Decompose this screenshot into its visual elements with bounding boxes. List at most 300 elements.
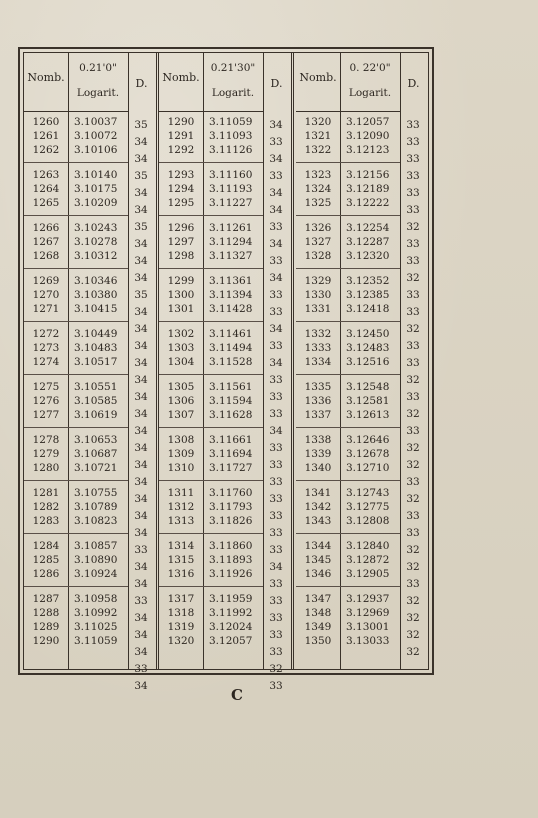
group-separator xyxy=(24,215,128,216)
difference-cell: 34 xyxy=(269,119,283,131)
difference-cell: 33 xyxy=(406,255,420,267)
difference-cell: 34 xyxy=(269,323,283,335)
logarit-cell: 3.12743 xyxy=(346,487,390,499)
nomb-cell: 1285 xyxy=(32,554,60,566)
logarit-cell: 3.10585 xyxy=(74,395,118,407)
difference-cell: 32 xyxy=(406,374,420,386)
nomb-cell: 1343 xyxy=(304,515,332,527)
difference-cell: 33 xyxy=(269,680,283,692)
nomb-cell: 1276 xyxy=(32,395,60,407)
logarit-cell: 3.12840 xyxy=(346,540,390,552)
nomb-cell: 1329 xyxy=(304,275,332,287)
group-separator xyxy=(159,427,263,428)
logarit-cell: 3.11860 xyxy=(209,540,253,552)
difference-cell: 34 xyxy=(134,578,148,590)
logarit-cell: 3.13001 xyxy=(346,621,390,633)
difference-cell: 34 xyxy=(269,153,283,165)
difference-cell: 33 xyxy=(269,136,283,148)
difference-cell: 33 xyxy=(406,136,420,148)
difference-cell: 33 xyxy=(269,527,283,539)
logarit-cell: 3.12385 xyxy=(346,289,390,301)
nomb-cell: 1303 xyxy=(167,342,195,354)
nomb-cell: 1274 xyxy=(32,356,60,368)
difference-cell: 34 xyxy=(269,272,283,284)
nomb-cell: 1307 xyxy=(167,409,195,421)
logarit-cell: 3.12905 xyxy=(346,568,390,580)
header-rule xyxy=(296,111,400,112)
logarit-cell: 3.12969 xyxy=(346,607,390,619)
logarit-cell: 3.11926 xyxy=(209,568,253,580)
difference-cell: 32 xyxy=(406,493,420,505)
difference-cell: 33 xyxy=(406,289,420,301)
nomb-cell: 1336 xyxy=(304,395,332,407)
logarit-cell: 3.10721 xyxy=(74,462,118,474)
logarit-cell: 3.10551 xyxy=(74,381,118,393)
logarit-cell: 3.10278 xyxy=(74,236,118,248)
group-separator xyxy=(159,533,263,534)
logarit-cell: 3.11992 xyxy=(209,607,253,619)
logarit-cell: 3.12189 xyxy=(346,183,390,195)
table-block-3 xyxy=(296,53,427,669)
group-separator xyxy=(24,533,128,534)
nomb-cell: 1280 xyxy=(32,462,60,474)
group-separator xyxy=(296,586,400,587)
difference-cell: 34 xyxy=(134,510,148,522)
logarit-cell: 3.11760 xyxy=(209,487,253,499)
group-separator xyxy=(159,480,263,481)
header-degree: 0. 22'0" xyxy=(349,62,391,74)
group-separator xyxy=(159,268,263,269)
nomb-cell: 1302 xyxy=(167,328,195,340)
nomb-cell: 1338 xyxy=(304,434,332,446)
nomb-cell: 1347 xyxy=(304,593,332,605)
column-rule xyxy=(263,53,264,669)
logarit-cell: 3.11093 xyxy=(209,130,253,142)
nomb-cell: 1346 xyxy=(304,568,332,580)
nomb-cell: 1323 xyxy=(304,169,332,181)
logarit-cell: 3.10175 xyxy=(74,183,118,195)
nomb-cell: 1260 xyxy=(32,116,60,128)
logarit-cell: 3.10755 xyxy=(74,487,118,499)
nomb-cell: 1345 xyxy=(304,554,332,566)
logarit-cell: 3.11694 xyxy=(209,448,253,460)
column-rule xyxy=(128,53,129,669)
logarit-cell: 3.12450 xyxy=(346,328,390,340)
difference-cell: 34 xyxy=(134,527,148,539)
nomb-cell: 1317 xyxy=(167,593,195,605)
difference-cell: 34 xyxy=(134,357,148,369)
logarit-cell: 3.10789 xyxy=(74,501,118,513)
logarit-cell: 3.10449 xyxy=(74,328,118,340)
logarit-cell: 3.10106 xyxy=(74,144,118,156)
logarit-cell: 3.12320 xyxy=(346,250,390,262)
nomb-cell: 1263 xyxy=(32,169,60,181)
logarit-cell: 3.12222 xyxy=(346,197,390,209)
nomb-cell: 1271 xyxy=(32,303,60,315)
nomb-cell: 1312 xyxy=(167,501,195,513)
nomb-cell: 1310 xyxy=(167,462,195,474)
group-separator xyxy=(159,215,263,216)
logarit-cell: 3.11461 xyxy=(209,328,253,340)
difference-cell: 33 xyxy=(406,527,420,539)
logarit-cell: 3.10890 xyxy=(74,554,118,566)
nomb-cell: 1311 xyxy=(167,487,195,499)
logarit-cell: 3.11959 xyxy=(209,593,253,605)
difference-cell: 33 xyxy=(269,289,283,301)
nomb-cell: 1334 xyxy=(304,356,332,368)
logarit-cell: 3.10037 xyxy=(74,116,118,128)
nomb-cell: 1267 xyxy=(32,236,60,248)
column-rule xyxy=(68,53,69,669)
nomb-cell: 1294 xyxy=(167,183,195,195)
difference-cell: 33 xyxy=(406,187,420,199)
nomb-cell: 1322 xyxy=(304,144,332,156)
group-separator xyxy=(296,427,400,428)
logarithm-table xyxy=(18,47,434,692)
logarit-cell: 3.11826 xyxy=(209,515,253,527)
difference-cell: 33 xyxy=(269,493,283,505)
nomb-cell: 1333 xyxy=(304,342,332,354)
difference-cell: 32 xyxy=(269,663,283,675)
logarit-cell: 3.12516 xyxy=(346,356,390,368)
difference-cell: 34 xyxy=(134,646,148,658)
logarit-cell: 3.12057 xyxy=(209,635,253,647)
nomb-cell: 1264 xyxy=(32,183,60,195)
difference-cell: 34 xyxy=(134,323,148,335)
header-nomb: Nomb. xyxy=(299,71,337,84)
difference-cell: 34 xyxy=(134,629,148,641)
difference-cell: 33 xyxy=(406,476,420,488)
difference-cell: 34 xyxy=(134,476,148,488)
nomb-cell: 1279 xyxy=(32,448,60,460)
difference-cell: 33 xyxy=(269,510,283,522)
logarit-cell: 3.12090 xyxy=(346,130,390,142)
logarit-cell: 3.10857 xyxy=(74,540,118,552)
difference-cell: 32 xyxy=(406,442,420,454)
nomb-cell: 1340 xyxy=(304,462,332,474)
difference-cell: 34 xyxy=(269,187,283,199)
logarit-cell: 3.12581 xyxy=(346,395,390,407)
difference-cell: 32 xyxy=(406,612,420,624)
difference-cell: 34 xyxy=(134,442,148,454)
logarit-cell: 3.12156 xyxy=(346,169,390,181)
group-separator xyxy=(159,162,263,163)
logarit-cell: 3.10140 xyxy=(74,169,118,181)
nomb-cell: 1341 xyxy=(304,487,332,499)
difference-cell: 32 xyxy=(406,544,420,556)
header-logarit: Logarit. xyxy=(76,87,120,99)
difference-cell: 32 xyxy=(406,272,420,284)
difference-cell: 34 xyxy=(134,340,148,352)
group-separator xyxy=(24,480,128,481)
nomb-cell: 1272 xyxy=(32,328,60,340)
logarit-cell: 3.11361 xyxy=(209,275,253,287)
difference-cell: 34 xyxy=(134,306,148,318)
group-separator xyxy=(296,162,400,163)
nomb-cell: 1301 xyxy=(167,303,195,315)
nomb-cell: 1328 xyxy=(304,250,332,262)
nomb-cell: 1265 xyxy=(32,197,60,209)
block-double-rule xyxy=(291,53,294,669)
logarit-cell: 3.10380 xyxy=(74,289,118,301)
logarit-cell: 3.12548 xyxy=(346,381,390,393)
difference-cell: 33 xyxy=(269,408,283,420)
difference-cell: 35 xyxy=(134,289,148,301)
difference-cell: 33 xyxy=(269,221,283,233)
difference-cell: 32 xyxy=(406,561,420,573)
nomb-cell: 1313 xyxy=(167,515,195,527)
nomb-cell: 1308 xyxy=(167,434,195,446)
logarit-cell: 3.11528 xyxy=(209,356,253,368)
nomb-cell: 1315 xyxy=(167,554,195,566)
group-separator xyxy=(24,321,128,322)
logarit-cell: 3.10312 xyxy=(74,250,118,262)
logarit-cell: 3.11394 xyxy=(209,289,253,301)
difference-cell: 34 xyxy=(269,238,283,250)
logarit-cell: 3.13033 xyxy=(346,635,390,647)
logarit-cell: 3.10072 xyxy=(74,130,118,142)
header-d: D. xyxy=(407,77,420,90)
logarit-cell: 3.10483 xyxy=(74,342,118,354)
header-degree: 0.21'0" xyxy=(79,62,117,74)
group-separator xyxy=(159,374,263,375)
difference-cell: 33 xyxy=(406,340,420,352)
nomb-cell: 1284 xyxy=(32,540,60,552)
logarit-cell: 3.11059 xyxy=(209,116,253,128)
logarit-cell: 3.12678 xyxy=(346,448,390,460)
nomb-cell: 1283 xyxy=(32,515,60,527)
logarit-cell: 3.10992 xyxy=(74,607,118,619)
difference-cell: 34 xyxy=(134,136,148,148)
difference-cell: 32 xyxy=(406,629,420,641)
group-separator xyxy=(24,374,128,375)
difference-cell: 34 xyxy=(134,204,148,216)
logarit-cell: 3.11160 xyxy=(209,169,253,181)
logarit-cell: 3.12613 xyxy=(346,409,390,421)
nomb-cell: 1332 xyxy=(304,328,332,340)
difference-cell: 34 xyxy=(269,204,283,216)
table-block-2 xyxy=(159,53,290,692)
logarit-cell: 3.11227 xyxy=(209,197,253,209)
nomb-cell: 1304 xyxy=(167,356,195,368)
signature-mark: C xyxy=(231,686,243,704)
nomb-cell: 1291 xyxy=(167,130,195,142)
table-block-1 xyxy=(24,53,155,692)
difference-cell: 33 xyxy=(269,629,283,641)
logarit-cell: 3.12352 xyxy=(346,275,390,287)
group-separator xyxy=(296,533,400,534)
nomb-cell: 1350 xyxy=(304,635,332,647)
logarit-cell: 3.11628 xyxy=(209,409,253,421)
logarit-cell: 3.11893 xyxy=(209,554,253,566)
difference-cell: 33 xyxy=(406,204,420,216)
nomb-cell: 1293 xyxy=(167,169,195,181)
header-nomb: Nomb. xyxy=(27,71,65,84)
group-separator xyxy=(24,162,128,163)
header-rule xyxy=(159,111,263,112)
logarit-cell: 3.12646 xyxy=(346,434,390,446)
nomb-cell: 1344 xyxy=(304,540,332,552)
header-d: D. xyxy=(270,77,283,90)
difference-cell: 33 xyxy=(406,170,420,182)
difference-cell: 34 xyxy=(134,561,148,573)
nomb-cell: 1286 xyxy=(32,568,60,580)
nomb-cell: 1305 xyxy=(167,381,195,393)
difference-cell: 33 xyxy=(406,510,420,522)
group-separator xyxy=(24,586,128,587)
nomb-cell: 1348 xyxy=(304,607,332,619)
difference-cell: 33 xyxy=(406,391,420,403)
difference-cell: 33 xyxy=(269,391,283,403)
difference-cell: 35 xyxy=(134,221,148,233)
difference-cell: 33 xyxy=(269,544,283,556)
difference-cell: 33 xyxy=(134,595,148,607)
nomb-cell: 1349 xyxy=(304,621,332,633)
header-degree: 0.21'30" xyxy=(210,62,256,74)
logarit-cell: 3.11661 xyxy=(209,434,253,446)
nomb-cell: 1327 xyxy=(304,236,332,248)
nomb-cell: 1290 xyxy=(32,635,60,647)
difference-cell: 33 xyxy=(406,357,420,369)
difference-cell: 32 xyxy=(406,595,420,607)
nomb-cell: 1318 xyxy=(167,607,195,619)
difference-cell: 34 xyxy=(134,374,148,386)
difference-cell: 34 xyxy=(134,425,148,437)
nomb-cell: 1275 xyxy=(32,381,60,393)
nomb-cell: 1282 xyxy=(32,501,60,513)
group-separator xyxy=(159,586,263,587)
difference-cell: 33 xyxy=(406,306,420,318)
difference-cell: 34 xyxy=(134,153,148,165)
nomb-cell: 1299 xyxy=(167,275,195,287)
nomb-cell: 1273 xyxy=(32,342,60,354)
difference-cell: 34 xyxy=(134,255,148,267)
difference-cell: 33 xyxy=(406,578,420,590)
logarit-cell: 3.11294 xyxy=(209,236,253,248)
logarit-cell: 3.12057 xyxy=(346,116,390,128)
difference-cell: 33 xyxy=(134,544,148,556)
logarit-cell: 3.12937 xyxy=(346,593,390,605)
difference-cell: 33 xyxy=(269,459,283,471)
logarit-cell: 3.11193 xyxy=(209,183,253,195)
difference-cell: 34 xyxy=(134,612,148,624)
logarit-cell: 3.10924 xyxy=(74,568,118,580)
group-separator xyxy=(296,215,400,216)
nomb-cell: 1314 xyxy=(167,540,195,552)
difference-cell: 32 xyxy=(406,646,420,658)
nomb-cell: 1319 xyxy=(167,621,195,633)
group-separator xyxy=(24,268,128,269)
nomb-cell: 1277 xyxy=(32,409,60,421)
logarit-cell: 3.11428 xyxy=(209,303,253,315)
group-separator xyxy=(159,321,263,322)
logarit-cell: 3.11793 xyxy=(209,501,253,513)
header-rule xyxy=(24,111,128,112)
header-logarit: Logarit. xyxy=(211,87,255,99)
header-d: D. xyxy=(135,77,148,90)
difference-cell: 34 xyxy=(134,408,148,420)
difference-cell: 34 xyxy=(269,561,283,573)
difference-cell: 35 xyxy=(134,119,148,131)
logarit-cell: 3.12808 xyxy=(346,515,390,527)
difference-cell: 33 xyxy=(269,170,283,182)
header-logarit: Logarit. xyxy=(348,87,392,99)
difference-cell: 34 xyxy=(134,493,148,505)
nomb-cell: 1339 xyxy=(304,448,332,460)
logarit-cell: 3.10209 xyxy=(74,197,118,209)
difference-cell: 34 xyxy=(269,425,283,437)
logarit-cell: 3.11494 xyxy=(209,342,253,354)
logarit-cell: 3.10243 xyxy=(74,222,118,234)
column-rule xyxy=(203,53,204,669)
nomb-cell: 1266 xyxy=(32,222,60,234)
difference-cell: 33 xyxy=(269,595,283,607)
nomb-cell: 1330 xyxy=(304,289,332,301)
nomb-cell: 1298 xyxy=(167,250,195,262)
table-inner-frame xyxy=(23,52,429,692)
logarit-cell: 3.11594 xyxy=(209,395,253,407)
logarit-cell: 3.12254 xyxy=(346,222,390,234)
difference-cell: 33 xyxy=(406,238,420,250)
nomb-cell: 1335 xyxy=(304,381,332,393)
difference-cell: 32 xyxy=(406,408,420,420)
logarit-cell: 3.12483 xyxy=(346,342,390,354)
column-rule xyxy=(340,53,341,669)
group-separator xyxy=(296,374,400,375)
nomb-cell: 1295 xyxy=(167,197,195,209)
difference-cell: 32 xyxy=(406,221,420,233)
nomb-cell: 1269 xyxy=(32,275,60,287)
difference-cell: 33 xyxy=(406,153,420,165)
nomb-cell: 1289 xyxy=(32,621,60,633)
difference-cell: 34 xyxy=(134,187,148,199)
difference-cell: 34 xyxy=(134,680,148,692)
difference-cell: 33 xyxy=(269,255,283,267)
logarit-cell: 3.10619 xyxy=(74,409,118,421)
nomb-cell: 1278 xyxy=(32,434,60,446)
logarit-cell: 3.11126 xyxy=(209,144,253,156)
logarit-cell: 3.11261 xyxy=(209,222,253,234)
logarit-cell: 3.10415 xyxy=(74,303,118,315)
logarit-cell: 3.12418 xyxy=(346,303,390,315)
nomb-cell: 1297 xyxy=(167,236,195,248)
nomb-cell: 1281 xyxy=(32,487,60,499)
nomb-cell: 1342 xyxy=(304,501,332,513)
difference-cell: 33 xyxy=(269,374,283,386)
logarit-cell: 3.11059 xyxy=(74,635,118,647)
difference-cell: 33 xyxy=(269,476,283,488)
difference-cell: 34 xyxy=(134,459,148,471)
difference-cell: 33 xyxy=(269,340,283,352)
logarit-cell: 3.10346 xyxy=(74,275,118,287)
logarit-cell: 3.11727 xyxy=(209,462,253,474)
nomb-cell: 1261 xyxy=(32,130,60,142)
difference-cell: 33 xyxy=(269,612,283,624)
header-nomb: Nomb. xyxy=(162,71,200,84)
logarit-cell: 3.10653 xyxy=(74,434,118,446)
nomb-cell: 1326 xyxy=(304,222,332,234)
nomb-cell: 1290 xyxy=(167,116,195,128)
group-separator xyxy=(296,480,400,481)
logarit-cell: 3.11561 xyxy=(209,381,253,393)
difference-cell: 33 xyxy=(269,578,283,590)
logarit-cell: 3.10687 xyxy=(74,448,118,460)
difference-cell: 34 xyxy=(134,272,148,284)
difference-cell: 33 xyxy=(269,646,283,658)
difference-cell: 33 xyxy=(269,306,283,318)
difference-cell: 33 xyxy=(406,425,420,437)
difference-cell: 33 xyxy=(406,119,420,131)
